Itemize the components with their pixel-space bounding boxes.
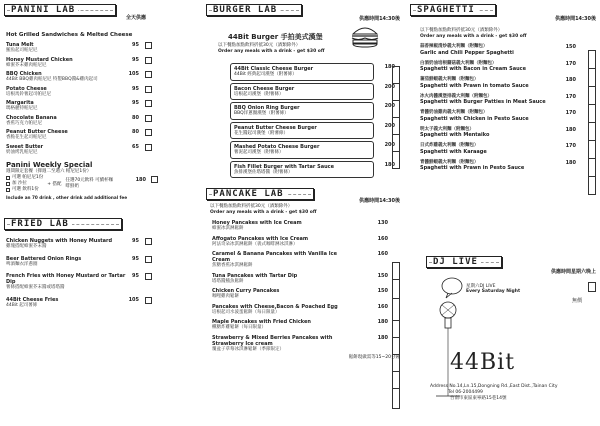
- weekly-side-text: 任選70元飲料 可續杯咖啡鮮奶: [65, 178, 114, 189]
- spaghetti-hours: 供應時間14:30後: [555, 16, 596, 22]
- order-checkbox[interactable]: [145, 42, 152, 49]
- burger-illustration-icon: [350, 22, 380, 48]
- menu-item[interactable]: 44Bit Cheese Fries 44Bit 起司薯條 105: [6, 297, 140, 309]
- menu-item[interactable]: Mashed Potato Cheese Burger 薯泥起司漢堡（附薯條） 200: [230, 141, 374, 159]
- pancake-order-boxes[interactable]: [392, 262, 400, 409]
- fried-banner: [4, 218, 122, 230]
- dj-free-price: 無價: [571, 298, 582, 304]
- weekly-side-label: + 搭配: [47, 182, 62, 187]
- menu-item[interactable]: Pancakes with Cheese,Bacon & Poached Egg 培根起司水波蛋鬆餅（每日限量） 160: [212, 303, 388, 315]
- order-checkbox[interactable]: [145, 115, 152, 122]
- pancake-title: PANCAKE LAB: [213, 189, 287, 199]
- spaghetti-discount-en: Order any meals with a drink - get $30 off: [420, 34, 527, 39]
- dj-hours: 供應時間星期六晚上: [550, 269, 596, 275]
- dj-line-zh: 星期六DJ LIVE: [466, 284, 496, 289]
- burger-order-boxes[interactable]: [392, 66, 400, 169]
- spaghetti-list: [410, 44, 576, 171]
- panini-title: PANINI LAB: [11, 5, 78, 15]
- menu-item[interactable]: 蒜香辣椒清炒義大利麵（附麵包） Garlic and Chili Pepper Spaghetti 150: [420, 44, 576, 56]
- weekly-footer: Include an 70 drink , other drink add additional fee: [6, 195, 128, 200]
- weekly-note: 週間限定套餐（擇週二至週六 帕尼尼1份）: [6, 169, 92, 174]
- spaghetti-title: SPAGHETTI: [417, 5, 478, 15]
- address-zh: 台南市東區東寧路15巷14號: [450, 396, 507, 401]
- menu-item[interactable]: Honey Mustard Chicken 蜂蜜芥末雞肉帕尼尼 95: [6, 57, 140, 69]
- menu-item[interactable]: Honey Pancakes with Ice Cream 蜂蜜冰淇淋鬆餅 130: [212, 220, 388, 231]
- order-checkbox[interactable]: [151, 176, 158, 183]
- burger-title: BURGER LAB: [213, 5, 280, 15]
- menu-item[interactable]: Chocolate Banana 香蕉巧克力帕尼尼 80: [6, 115, 140, 127]
- menu-item[interactable]: Tuna Pancakes with Tartar Dip 塔塔醬鮪魚鬆餅 150: [212, 272, 388, 284]
- order-checkbox[interactable]: [145, 144, 152, 151]
- fried-list: [4, 238, 140, 308]
- order-checkbox[interactable]: [588, 282, 596, 292]
- order-checkbox[interactable]: [145, 297, 152, 304]
- spaghetti-order-boxes[interactable]: [588, 50, 596, 195]
- weekly-choice[interactable]: 加 沙拉: [6, 181, 43, 187]
- menu-item[interactable]: Peanut Butter Cheese Burger 花生醬起司漢堡（附薯條） 200: [230, 122, 374, 140]
- menu-item[interactable]: 冰火肉醬漢堡排義大利麵（附麵包） Spaghetti with Burger Patties in Meat Sauce 170: [420, 93, 576, 105]
- order-checkbox[interactable]: [145, 57, 152, 64]
- dj-title: DJ LIVE: [433, 257, 481, 267]
- burger-list: [206, 63, 400, 178]
- pancake-hours: 供應時間14:30後: [359, 198, 400, 204]
- menu-item[interactable]: 日式炸雞義大利麵（附麵包） Spaghetti with Karaage 170: [420, 143, 576, 155]
- order-checkbox[interactable]: [145, 273, 152, 280]
- panini-subtitle: Hot Grilled Sandwiches & Melted Cheese: [6, 32, 133, 38]
- burger-hours: 供應時間14:30後: [359, 16, 400, 22]
- menu-item[interactable]: Peanut Butter Cheese 香脆花生起司帕尼尼 80: [6, 129, 140, 141]
- burger-discount-zh: 以下餐點加點飲料折抵30元（酒類除外）: [218, 43, 301, 48]
- weekly-title: Panini Weekly Special: [6, 161, 93, 169]
- menu-item[interactable]: 青醬奶油雞肉義大利麵（附麵包） Spaghetti with Chicken in Pesto Sauce 170: [420, 110, 576, 122]
- menu-item[interactable]: 青醬鮮蝦義大利麵（附麵包） Spaghetti with Prawn in Pesto Sauce 180: [420, 159, 576, 171]
- dj-speech-bubble-icon: [440, 276, 464, 300]
- weekly-choice[interactable]: 可選 帕尼尼1份: [6, 175, 43, 181]
- order-checkbox[interactable]: [145, 86, 152, 93]
- menu-item[interactable]: Bacon Cheese Burger 培根起司漢堡（附薯條） 200: [230, 83, 374, 101]
- menu-item[interactable]: Affogato Pancakes with Ice Cream 阿法奇朵冰淇淋鬆餅（義式咖啡淋冰淇淋） 160: [212, 235, 388, 247]
- phone: Tel 06-2004499: [448, 390, 483, 395]
- panini-banner: [4, 4, 116, 16]
- menu-item[interactable]: BBQ Chicken 44Bit BBQ雞肉帕尼尼 特製BBQ醬&雞肉起司 105: [6, 71, 140, 83]
- pancake-list: [206, 220, 388, 352]
- weekly-price: 180: [135, 177, 146, 183]
- menu-item[interactable]: Potato Cheese 培根馬鈴薯起司帕尼尼 95: [6, 86, 140, 98]
- dj-banner: [426, 256, 502, 268]
- burger-discount-en: Order any meals with a drink - get $30 off: [218, 49, 325, 54]
- menu-item[interactable]: 白酒奶油培根蘑菇義大利麵（附麵包） Spaghetti with Bacon in Cream Sauce 170: [420, 60, 576, 72]
- menu-item[interactable]: Caramel & Banana Pancakes with Vanilla Ice Cream 焦糖香蕉冰淇淋鬆餅 160: [212, 251, 388, 268]
- pancake-banner: [206, 188, 314, 200]
- menu-item[interactable]: Margarita 瑪格麗特帕尼尼 95: [6, 100, 140, 112]
- dj-line-en: Every Saturday Night: [466, 289, 521, 294]
- order-checkbox[interactable]: [145, 100, 152, 107]
- order-checkbox[interactable]: [145, 256, 152, 263]
- menu-item[interactable]: BBQ Onion Ring Burger BBQ洋蔥圈漢堡（附薯條） 200: [230, 102, 374, 120]
- menu-item[interactable]: Tuna Melt 鮪魚起司帕尼尼 95: [6, 42, 140, 54]
- menu-item[interactable]: Chicken Curry Pancakes 咖哩雞肉鬆餅 150: [212, 288, 388, 299]
- menu-item[interactable]: Strawberry & Mixed Berries Pancakes with Strawberry Ice cream 覆盆子草莓冰淇淋鬆餅（季節限定） 180: [212, 334, 388, 352]
- menu-item[interactable]: Beer Battered Onion Rings 啤酒麵衣洋蔥圈 95: [6, 256, 140, 268]
- weekly-choice[interactable]: 可選 飲料1份: [6, 187, 43, 193]
- pancake-footnote: 鬆餅現做需等15~20分鐘: [348, 355, 400, 360]
- menu-item[interactable]: 明太子義大利麵（附麵包） Spaghetti with Mentaiko 180: [420, 126, 576, 138]
- menu-item[interactable]: Maple Pancakes with Fried Chicken 楓糖炸雞鬆餅（每日限量） 180: [212, 319, 388, 330]
- menu-item[interactable]: French Fries with Honey Mustard or Tartar Dip 薯條搭配蜂蜜芥末醬或塔塔醬 95: [6, 273, 140, 291]
- burger-banner: [206, 4, 302, 16]
- order-checkbox[interactable]: [145, 129, 152, 136]
- burger-headline: 44Bit Burger 手拍美式漢堡: [228, 33, 323, 41]
- address-en: Address No.14,Ln.15,Dongning Rd.,East Dist.,Tainan City: [430, 384, 558, 389]
- menu-item[interactable]: Sweet Butter 奶油烤乳帕尼尼 65: [6, 144, 140, 156]
- menu-item[interactable]: 44Bit Classic Cheese Burger 44Bit 經典起司漢堡（附薯條） 180: [230, 63, 374, 81]
- menu-item[interactable]: 蕃茄鮮蝦義大利麵（附麵包） Spaghetti with Prawn in tomato Sauce 180: [420, 77, 576, 89]
- panini-weekly: [4, 161, 154, 200]
- spaghetti-column: [410, 0, 596, 401]
- panini-hours: 全天供應: [125, 15, 146, 21]
- burger-column: [206, 0, 400, 360]
- spaghetti-discount-zh: 以下餐點加點飲料折抵30元（酒類除外）: [420, 28, 503, 33]
- menu-item[interactable]: Fish Fillet Burger with Tartar Sauce 魚排漢堡佐塔塔醬（附薯條） 180: [230, 161, 374, 179]
- menu-item[interactable]: Chicken Nuggets with Honey Mustard 雞塊搭配蜂蜜芥末醬 95: [6, 238, 140, 250]
- brand-logo: 44Bit: [450, 350, 516, 375]
- panini-list: [4, 42, 140, 155]
- fried-title: FRIED LAB: [11, 219, 72, 229]
- order-checkbox[interactable]: [145, 71, 152, 78]
- pancake-discount-en: Order any meals with a drink - get $30 off: [210, 210, 317, 215]
- order-checkbox[interactable]: [145, 238, 152, 245]
- spaghetti-banner: [410, 4, 496, 16]
- pancake-discount-zh: 以下餐點加點飲料折抵30元（酒類除外）: [210, 204, 293, 209]
- panini-column: [4, 0, 152, 311]
